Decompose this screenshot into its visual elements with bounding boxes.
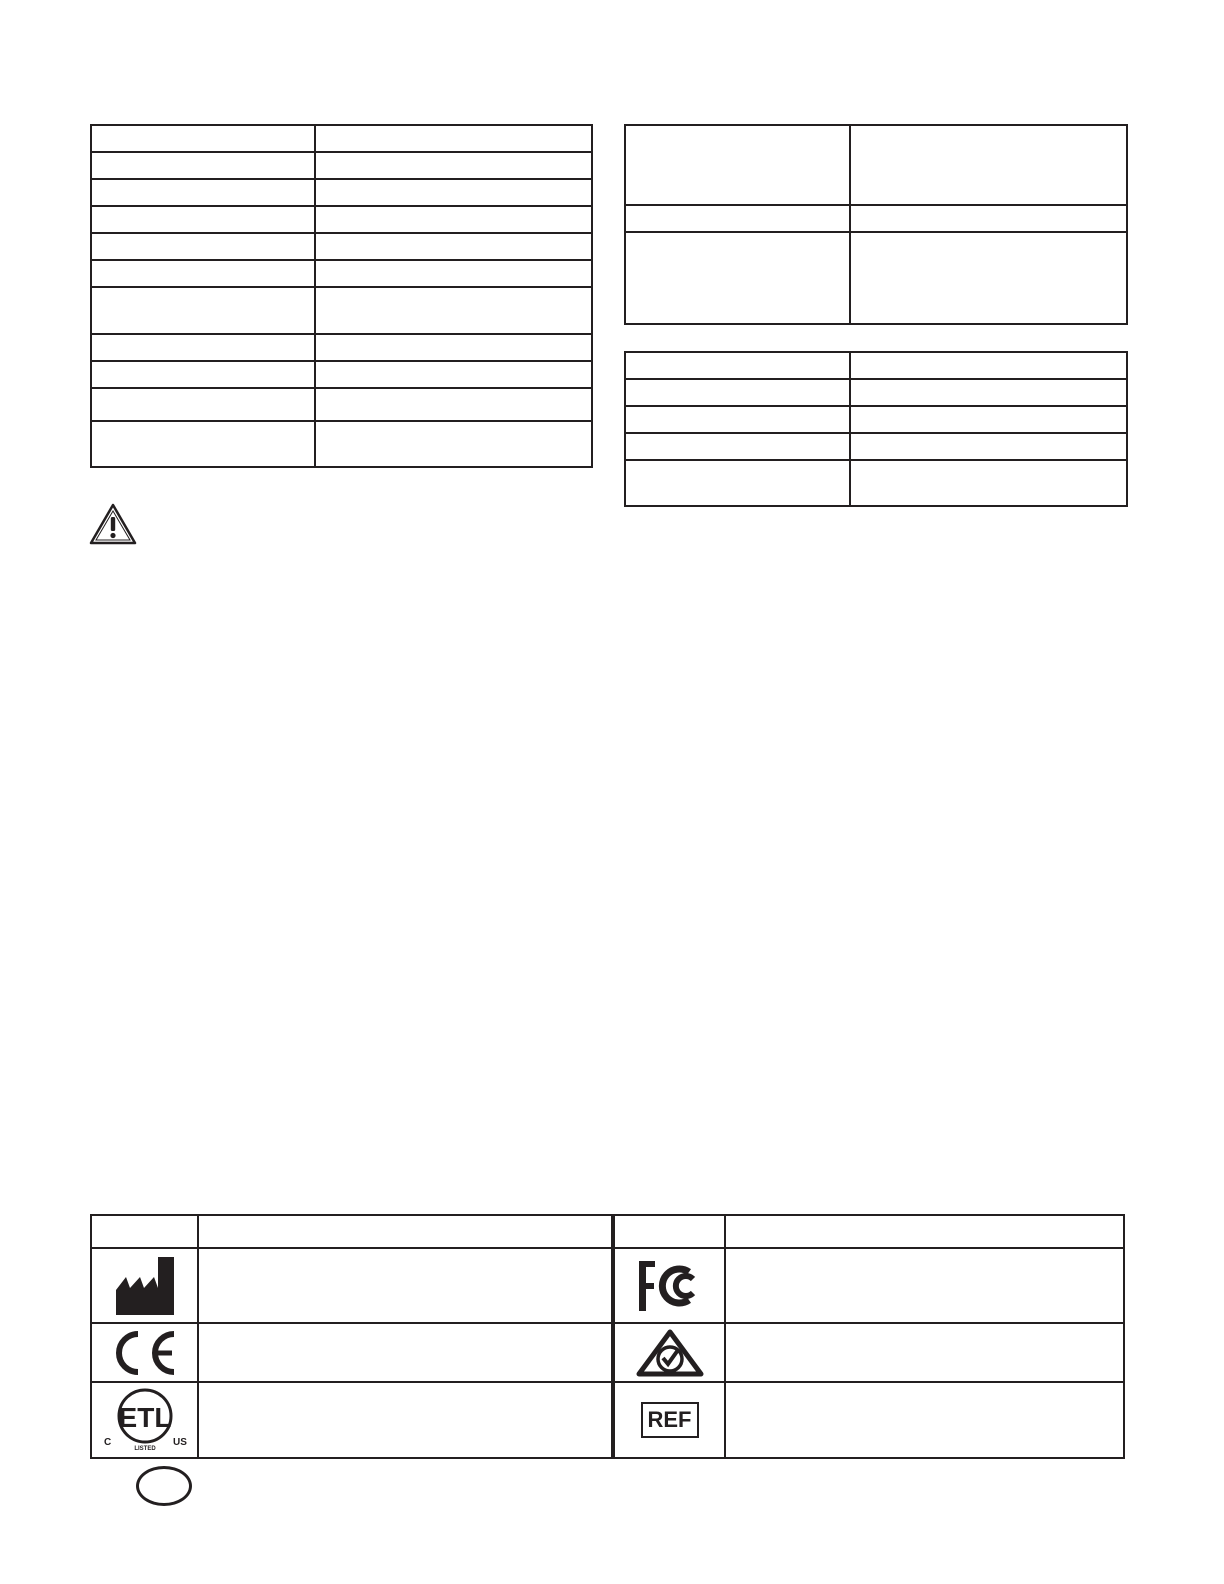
svg-text:ETL: ETL bbox=[118, 1402, 172, 1433]
rcm-description bbox=[725, 1323, 1124, 1382]
spec-value bbox=[315, 388, 592, 421]
spec-label bbox=[91, 334, 315, 361]
spec-label bbox=[91, 421, 315, 467]
spec-label bbox=[625, 433, 850, 460]
etl-us-label: US bbox=[173, 1437, 187, 1448]
spec-value bbox=[315, 260, 592, 287]
spec-label bbox=[91, 361, 315, 388]
spec-table-left bbox=[90, 124, 593, 468]
manufacturer-factory-icon bbox=[114, 1255, 176, 1317]
spec-label bbox=[91, 260, 315, 287]
spec-label bbox=[625, 379, 850, 406]
etl-description bbox=[198, 1382, 613, 1458]
spec-label bbox=[91, 388, 315, 421]
spec-value bbox=[850, 460, 1127, 506]
spec-table-right-top bbox=[624, 124, 1128, 325]
ref-label: REF bbox=[647, 1407, 692, 1432]
spec-value bbox=[315, 334, 592, 361]
fcc-description bbox=[725, 1248, 1124, 1323]
symbol-header-2 bbox=[613, 1215, 725, 1248]
manufacturer-description bbox=[198, 1248, 613, 1323]
etl-cell bbox=[91, 1382, 198, 1458]
spec-value bbox=[850, 352, 1127, 379]
spec-value bbox=[850, 379, 1127, 406]
spec-label bbox=[91, 125, 315, 152]
spec-label bbox=[91, 152, 315, 179]
rcm-mark-icon bbox=[635, 1329, 705, 1377]
ce-description bbox=[198, 1323, 613, 1382]
description-header bbox=[198, 1215, 613, 1248]
spec-value bbox=[850, 433, 1127, 460]
ce-mark-icon bbox=[110, 1329, 180, 1377]
spec-label bbox=[91, 206, 315, 233]
spec-label bbox=[625, 460, 850, 506]
spec-label bbox=[625, 125, 850, 205]
spec-label bbox=[625, 232, 850, 324]
spec-value bbox=[315, 361, 592, 388]
spec-value bbox=[315, 179, 592, 206]
ce-cell bbox=[91, 1323, 198, 1382]
spec-value bbox=[850, 205, 1127, 232]
rcm-cell bbox=[613, 1323, 725, 1382]
spec-value bbox=[850, 406, 1127, 433]
spec-value bbox=[315, 152, 592, 179]
spec-value bbox=[850, 232, 1127, 324]
fcc-cell bbox=[613, 1248, 725, 1323]
spec-value bbox=[315, 421, 592, 467]
spec-table-right-bottom bbox=[624, 351, 1128, 507]
etl-c-label: C bbox=[104, 1437, 112, 1448]
ref-box-icon bbox=[641, 1402, 699, 1438]
spec-value bbox=[315, 206, 592, 233]
ref-description bbox=[725, 1382, 1124, 1458]
symbols-table bbox=[90, 1214, 1125, 1459]
symbol-header bbox=[91, 1215, 198, 1248]
etl-listed-mark-icon bbox=[100, 1387, 190, 1453]
spec-label bbox=[625, 406, 850, 433]
spec-label bbox=[91, 233, 315, 260]
spec-label bbox=[625, 205, 850, 232]
warning-triangle-icon bbox=[88, 502, 138, 546]
fcc-mark-icon bbox=[637, 1257, 703, 1315]
spec-label bbox=[625, 352, 850, 379]
spec-value bbox=[315, 233, 592, 260]
etl-listed-label: LISTED bbox=[134, 1446, 156, 1452]
spec-label bbox=[91, 179, 315, 206]
description-header-2 bbox=[725, 1215, 1124, 1248]
spec-value bbox=[315, 125, 592, 152]
spec-value bbox=[850, 125, 1127, 205]
ref-cell bbox=[613, 1382, 725, 1458]
manufacturer-cell bbox=[91, 1248, 198, 1323]
spec-value bbox=[315, 287, 592, 334]
spec-label bbox=[91, 287, 315, 334]
language-oval-icon bbox=[136, 1466, 192, 1506]
